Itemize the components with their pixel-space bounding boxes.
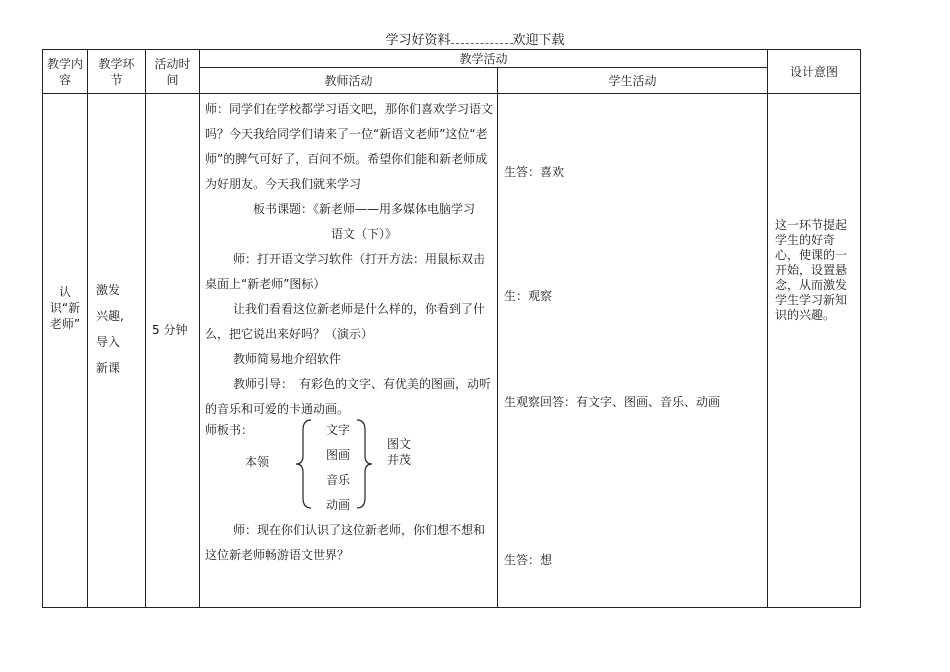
board-item: 图画 [326, 448, 351, 462]
board-label: 师板书： [205, 423, 254, 437]
teacher-p5: 教师简易地介绍软件 [233, 352, 342, 366]
board-right-2: 并茂 [387, 453, 412, 467]
right-brace-icon [355, 418, 375, 510]
teacher-p3: 师：打开语文学习软件（打开方法：用鼠标双击桌面上“新老师”图标） [205, 252, 486, 291]
header-student: 学生活动 [498, 68, 768, 94]
cell-content: 认识“新老师” [43, 94, 88, 608]
header-left: 学习好资料 [385, 29, 450, 50]
student-a4: 生答：想 [504, 553, 553, 567]
teacher-p7: 师：现在你们认识了这位新老师，你们想不想和这位新老师畅游语文世界？ [205, 523, 486, 562]
board-item: 文字 [326, 423, 351, 437]
student-a1: 生答：喜欢 [504, 165, 565, 179]
header-intent: 设计意图 [768, 50, 861, 94]
board-item: 动画 [326, 498, 351, 512]
teacher-p1: 师：同学们在学校都学习语文吧，那你们喜欢学习语文吗？今天我给同学们请来了一位“新语文老师”这位“老师”的脾气可好了，百问不烦。希望你们能和新老师成为好朋友。今天我们就来学习 [205, 102, 494, 191]
header-gap [451, 33, 513, 44]
header-teacher: 教师活动 [200, 68, 498, 94]
board-right [387, 436, 411, 468]
teacher-p6: 教师引导： 有彩色的文字、有优美的图画，动听的音乐和可爱的卡通动画。 [205, 377, 492, 416]
cell-teacher [200, 94, 498, 608]
header-right: 欢迎下载 [513, 29, 565, 50]
cell-student [498, 94, 768, 608]
stage-line: 激发 [96, 283, 121, 297]
student-a2: 生：观察 [504, 289, 553, 303]
cell-time: 5 分钟 [146, 94, 200, 608]
board-right-1: 图文 [387, 437, 412, 451]
header-activity: 教学活动 [200, 50, 768, 68]
stage-line: 新课 [96, 361, 121, 375]
teacher-p4: 让我们看看这位新老师是什么样的，你看到了什么，把它说出来好吗？（演示） [205, 302, 486, 341]
student-a3: 生观察回答：有文字、图画、音乐、动画 [504, 395, 721, 409]
header-time: 活动时间 [146, 50, 200, 94]
board-diagram [205, 422, 493, 518]
header-stage: 教学环节 [88, 50, 146, 94]
lesson-table [42, 49, 861, 608]
stage-line: 导入 [96, 335, 121, 349]
stage-line: 兴趣, [96, 309, 124, 323]
board-item: 音乐 [326, 473, 351, 487]
teacher-p2b: 语文（下）》 [330, 227, 397, 241]
board-left: 本领 [245, 455, 270, 469]
teacher-p2a: 板书课题：《新老师——用多媒体电脑学习 [252, 202, 475, 216]
cell-stage [88, 94, 146, 608]
page-header [0, 29, 950, 50]
header-content: 教学内容 [43, 50, 88, 94]
left-brace-icon [293, 418, 313, 510]
cell-intent: 这一环节提起学生的好奇心，使课的一开始，设置悬念，从而激发学生学习新知识的兴趣。 [768, 94, 861, 608]
board-items [326, 418, 350, 518]
